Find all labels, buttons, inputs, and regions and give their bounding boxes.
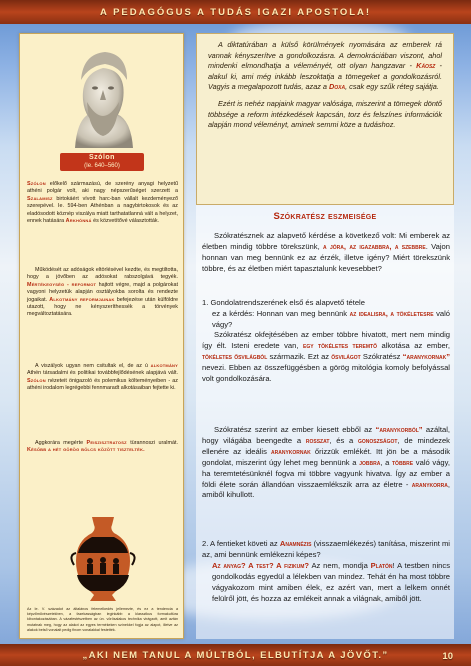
text-run: alkotása az ember, — [376, 340, 450, 350]
text-run: , csak egy szűk réteg sajátja. — [345, 82, 439, 92]
text-run: Szókratész — [360, 351, 403, 361]
text-run: és közvetítővé választották. — [91, 218, 160, 225]
greek-vase-image — [70, 515, 136, 603]
vase-caption: Az Ie. V. századot az általános felemelkedés jellemezte, és ez a tendencia a képzőművészetekben, a fazekasságban leginkább a klasszikus formakultúra kibontakozásában. A vázafestészetben az ún. vörösalakos technika virágzott, amit aztán mutatnak meg, hogy az alakot az egyes termékeken színekkel fogja az alapot, illetve az alakok belső vonalait pedig finom vonalakkal festették. — [27, 607, 178, 632]
intro-paragraph-1 — [208, 40, 442, 93]
highlighted-term: Szólon — [27, 181, 46, 187]
highlighted-term: Arkhónná — [65, 218, 92, 225]
list-item-2 — [202, 539, 450, 604]
list-item-1 — [202, 298, 450, 331]
highlighted-term: alkotmány — [150, 363, 178, 369]
text-run: , amiből kihullott. — [202, 479, 450, 500]
highlighted-term: Az anyag? A test? A fizikum? — [212, 560, 310, 570]
highlighted-term: többre — [392, 457, 414, 467]
highlighted-term: “aranykornak” — [402, 351, 450, 361]
highlighted-term: Káosz — [416, 61, 436, 71]
text-run: Athén társadalmi és politikai továbbfejlődésének alapjává vált. — [27, 370, 178, 377]
bio-paragraph-3 — [27, 363, 178, 393]
highlighted-term: Doxa — [329, 82, 346, 92]
highlighted-term: aranykornak — [271, 446, 311, 456]
section-paragraph-3 — [202, 425, 450, 501]
list-item-2-lead-text: 2. A fentieket követi az — [202, 539, 280, 548]
text-run: Ezért is nehéz napjaink magyar valósága, miszerint a tömegek döntő többsége a reform intézkedések kapcsán, torz és felszínes információk alapján mond véleményt, aminek semmi köze a tudáshoz. — [208, 98, 442, 130]
highlighted-term: Szalamisz — [27, 195, 53, 202]
text-run: Aggkorára megérte — [35, 440, 87, 446]
main-article — [196, 33, 454, 639]
section-paragraph-1 — [202, 231, 450, 275]
highlighted-term: tökéletes ősvilágból — [202, 351, 268, 361]
text-run: nézeteit önigazoló és polemikus költeményeiben - az athéni irodalom legrégebbi fennmaradt alkotásaiban fejtette ki. — [27, 377, 178, 392]
portrait-name: Szólon — [89, 154, 115, 161]
highlighted-term: Később a hét görög bölcs között tisztelték. — [27, 447, 145, 454]
portrait-dates: (Ie. 640–560) — [84, 163, 120, 169]
text-run: való vágy, ha teremtetésünknél fogva mi többre vagyunk hivatva. Így az ember a földi élete során állandóan visszaemlékszik arra az életre - — [202, 457, 450, 489]
text-run: , a — [380, 457, 392, 467]
highlighted-term: “aranykorból” — [375, 425, 423, 434]
text-run: Szókratész okfejtésében az ember többre hivatott, mert nem mindig így élt. Isteni eredete van, — [202, 330, 450, 350]
intro-box — [196, 33, 454, 205]
text-run: A diktatúrában a külső körülmények nyomására az emberek rá vannak kényszerítve a gondolkozásra. A demokráciában viszont, ahol mindenki elmondhatja a véleményét, ott olyan hangzavar - — [208, 40, 442, 71]
highlighted-term: rosszat — [305, 435, 330, 445]
list-item-2-lead — [202, 539, 450, 561]
highlighted-term: ősvilágot — [331, 351, 361, 361]
portrait-name-box — [60, 153, 144, 171]
highlighted-term: Platón — [370, 560, 393, 570]
text-run: azáltal, hogy világába beengedte a — [202, 425, 450, 445]
text-run: , és a — [329, 435, 358, 445]
text-run: hajtott végre, majd a polgárokat vagyoni helyzetük alapján osztályokba sorolta és rendezte jogaikat. — [27, 281, 178, 303]
highlighted-term: egy tökéletes teremtő — [302, 340, 377, 350]
highlighted-term: Mértékegység - reformot — [27, 281, 97, 288]
list-item-2-anamnesis: Anamnézis — [279, 539, 312, 548]
text-run: birtokáért vívott harc-ban vállalt kezdeményező szerepével. Ie. 594-ben Athénban a nagybirtokosok és az eladósodott köznép viszálya miatt tarthatatlanná vált a helyzet, ennek hatására — [27, 195, 178, 225]
bio-paragraph-4 — [27, 440, 178, 455]
page-number: 10 — [442, 651, 453, 662]
text-run: Szókratésznek az alapvető kérdése a következő volt: Mi emberek az életben mindig többre törekszünk, — [202, 231, 450, 251]
header-title: A PEDAGÓGUS A TUDÁS IGAZI APOSTOLA! — [99, 6, 372, 18]
highlighted-term: Peiszisztratosz — [86, 440, 127, 446]
text-run: előkelő származású, de szerény anyagi helyzetű athéni polgár volt, aki nagy népszerűséget szerzett a — [27, 181, 178, 195]
list-item-1-lead: 1. Gondolatrendszerének első és alapvető tétele — [202, 298, 365, 307]
highlighted-term: Alkotmány reformjainak — [49, 296, 115, 303]
text-run: Működését az adóságok eltörlésével kezdte, és megtiltotta, hogy a jövőben az adósokat rabszolgává tegyék. — [27, 267, 178, 281]
list-item-2-lead-rest: (visszaemlékezés) tanítása, miszerint mi az, ami bennünk emlékezni képes? — [202, 539, 450, 559]
highlighted-term: az idealisra, a tökéletesre — [349, 308, 434, 318]
page-header — [0, 0, 471, 24]
text-run: származik. Ezt az — [267, 351, 332, 361]
text-run: türannoszi uralmát. — [126, 440, 178, 446]
section-paragraph-2 — [202, 330, 450, 385]
section-title: Szókratész eszmeisége — [273, 211, 377, 222]
list-item-2-body — [202, 561, 450, 605]
biography-sidebar — [19, 33, 184, 639]
highlighted-term: jobbra — [359, 457, 381, 467]
text-run: , de mindezek ellenére az ideális — [202, 435, 450, 456]
list-item-1-body — [202, 309, 450, 331]
text-run: befejezése után külföldre utazott, hogy ne kényszeríthessék a törvények megváltoztatására. — [27, 296, 179, 318]
highlighted-term: gonoszságot — [357, 435, 398, 445]
text-run: ! A testben nincs gondolkodás egyedül a lélekben van mindez. Tehát én ha most többre vágyakozom mint amiben élek, ez azért van, mert a lelkem onnét felülről jött, és hozza az emlékeit annak a világnak, amiből jött. — [212, 560, 450, 603]
text-run: . Vajon honnan van meg bennünk ez az érzék, illetve igény? Miért törekszünk többre, és az életben miért tapasztalunk kevesebbet? — [202, 241, 451, 273]
page-footer — [0, 644, 471, 666]
text-run: Az nem, mondja — [309, 560, 371, 570]
highlighted-term: aranykorra — [411, 479, 448, 489]
text-run: Szókratész szerint az ember kiesett ebből az — [214, 425, 376, 434]
solon-bust-image — [53, 40, 153, 150]
footer-quote: „AKI NEM TANUL A MÚLTBÓL, ELBUTÍTJA A JÖVŐT.” — [82, 649, 389, 661]
bio-paragraph-2 — [27, 267, 178, 319]
highlighted-term: a jóra, az igazabbra, a szebbre — [323, 241, 426, 251]
intro-paragraph-2 — [208, 99, 442, 131]
text-run: őrizzük emlékét. Itt jön be a második gondolat, miszerint úgy lehet meg bennünk a — [202, 446, 450, 467]
text-run: nevezi. Ebben az összefüggésben a görög mitológia komoly befolyással volt gondolkozására. — [202, 362, 450, 383]
text-run: - alakul ki, ami még inkább leszoktatja a tömegeket a gondolkozásról. Vagyis a megalapozott tudás, azaz a — [208, 61, 442, 92]
text-run: A viszályok ugyan nem csitultak el, de az ú — [35, 363, 151, 369]
highlighted-term: Szólon — [27, 377, 46, 384]
text-run: ez a kérdés: Honnan van meg bennünk — [212, 308, 350, 318]
bio-paragraph-1 — [27, 181, 178, 225]
text-run: való vágy? — [212, 308, 450, 329]
